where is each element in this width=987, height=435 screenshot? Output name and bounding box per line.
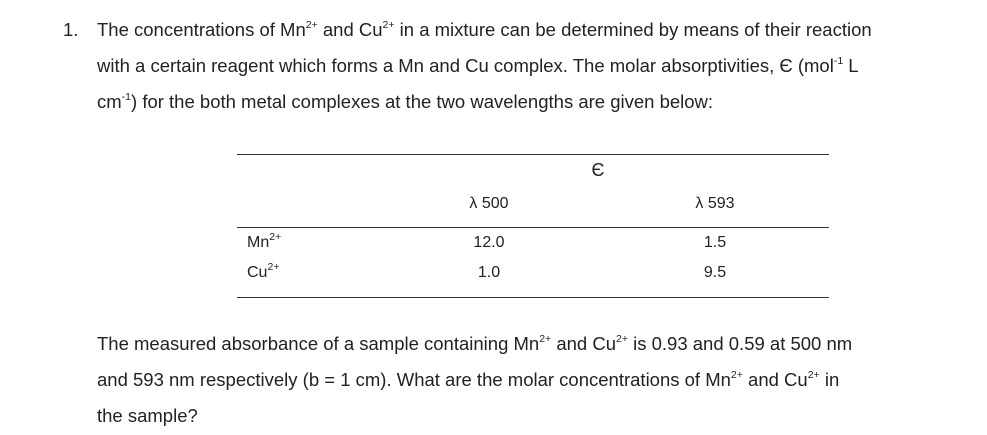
intro-text: cm bbox=[97, 91, 122, 112]
intro-text: and Cu bbox=[317, 19, 383, 40]
intro-text: with a certain reagent which forms a Mn and Cu complex. The molar absorptivities, bbox=[97, 55, 780, 76]
table-cell-mn-593: 1.5 bbox=[703, 234, 727, 251]
table-row-label-mn: $Mn^{2+}$ bbox=[247, 230, 282, 251]
column-header-593: λ 593 bbox=[695, 195, 735, 212]
table-cell-mn-500: 12.0 bbox=[473, 234, 505, 251]
table-top-rule bbox=[237, 154, 829, 155]
cu-charge: 2+ bbox=[807, 368, 820, 381]
followup-text: and Cu bbox=[742, 369, 808, 390]
table-row-label-cu: $Cu^{2+}$ bbox=[247, 260, 280, 281]
followup-line-2 bbox=[97, 369, 839, 391]
intro-text: in a mixture can be determined by means of their reaction bbox=[394, 19, 872, 40]
followup-text: The measured absorbance of a sample containing Mn bbox=[97, 333, 540, 354]
table-cell-cu-500: 1.0 bbox=[477, 264, 501, 281]
intro-line-2 bbox=[97, 55, 859, 77]
intro-line-3 bbox=[97, 91, 713, 113]
intro-text: L bbox=[843, 55, 859, 76]
intro-text: The concentrations of Mn bbox=[97, 19, 306, 40]
mn-charge: 2+ bbox=[539, 332, 552, 345]
table-header-epsilon: Є bbox=[591, 160, 605, 180]
followup-text: in bbox=[819, 369, 840, 390]
followup-text: and 593 nm respectively (b = 1 cm). What are the molar concentrations of Mn bbox=[97, 369, 731, 390]
followup-line-1 bbox=[97, 333, 852, 355]
intro-text: ) for the both metal complexes at the two wavelengths are given below: bbox=[131, 91, 714, 112]
intro-line-1 bbox=[97, 19, 872, 41]
table-header-rule bbox=[237, 227, 829, 228]
intro-text: (mol bbox=[792, 55, 834, 76]
followup-line-3: the sample? bbox=[97, 405, 198, 426]
followup-text: is 0.93 and 0.59 at 500 nm bbox=[627, 333, 853, 354]
cu-charge: 2+ bbox=[615, 332, 628, 345]
mn-charge: 2+ bbox=[730, 368, 743, 381]
cu-charge: 2+ bbox=[382, 18, 395, 31]
unit-exponent: -1 bbox=[833, 54, 844, 67]
followup-text: and Cu bbox=[551, 333, 616, 354]
table-cell-cu-593: 9.5 bbox=[703, 264, 727, 281]
table-bottom-rule bbox=[237, 297, 829, 298]
unit-exponent: -1 bbox=[121, 90, 132, 103]
question-number: 1. bbox=[63, 19, 79, 40]
epsilon-symbol: Є bbox=[779, 55, 793, 76]
mn-charge: 2+ bbox=[305, 18, 318, 31]
column-header-500: λ 500 bbox=[469, 195, 509, 212]
